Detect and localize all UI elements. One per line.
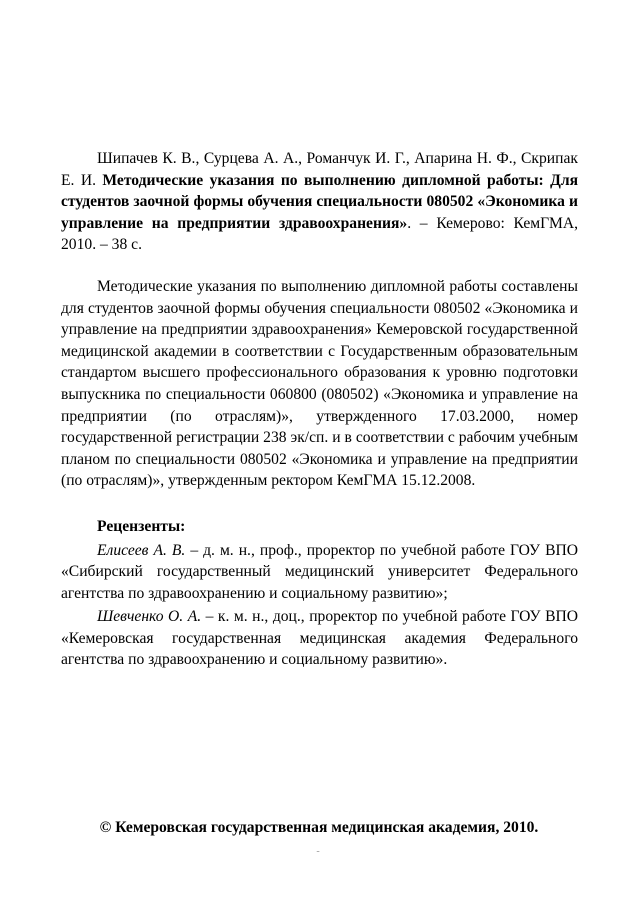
publication-info: . – Кемерово: КемГМА, 2010. – 38 с.: [61, 214, 578, 254]
document-page: [61, 148, 578, 671]
reviewer-name: Шевченко О. А.: [97, 608, 202, 626]
reviewer-name: Елисеев А. В.: [97, 541, 186, 559]
publication-title: Методические указания по выполнению дипломной работы: Для студентов заочной формы обучения специальности 080502 «Экономика и управление на предприятии здравоохранения»: [61, 171, 578, 232]
reviewer-details: – д. м. н., проф., проректор по учебной работе ГОУ ВПО «Сибирский государственный медицинский университет Федерального агентства по здравоохранению и социальному развитию»;: [61, 541, 579, 602]
annotation-paragraph: Методические указания по выполнению дипломной работы составлены для студентов заочной формы обучения специальности 080502 «Экономика и управление на предприятии здравоохранения» Кемеровской государственной медицинской академии в соответствии с Государственным образовательным стандартом высшего профессионального образования к уровню подготовки выпускника по специальности 060800 (080502) «Экономика и управление на предприятии (по отраслям)», утвержденного 17.03.2000, номер государственной регистрации 238 эк/сп. и в соответствии с рабочим учебным планом по специальности 080502 «Экономика и управление на предприятии (по отраслям)», утвержденным ректором КемГМА 15.12.2008.: [61, 277, 578, 490]
reviewers-heading: Рецензенты:: [97, 517, 186, 535]
bibliographic-record: [61, 148, 578, 256]
copyright-notice: © Кемеровская государственная медицинская академия, 2010.: [99, 819, 539, 836]
page-mark: -: [316, 846, 320, 857]
authors: Шипачев К. В., Сурцева А. А., Романчук И. Г., Апарина Н. Ф., Скрипак Е. И.: [61, 150, 578, 189]
reviewer-details: – к. м. н., доц., проректор по учебной работе ГОУ ВПО «Кемеровская государственная медицинская академия Федерального агентства по здравоохранению и социальному развитию».: [61, 608, 578, 669]
reviewer-entry: [61, 606, 578, 671]
reviewer-entry: [61, 540, 578, 605]
